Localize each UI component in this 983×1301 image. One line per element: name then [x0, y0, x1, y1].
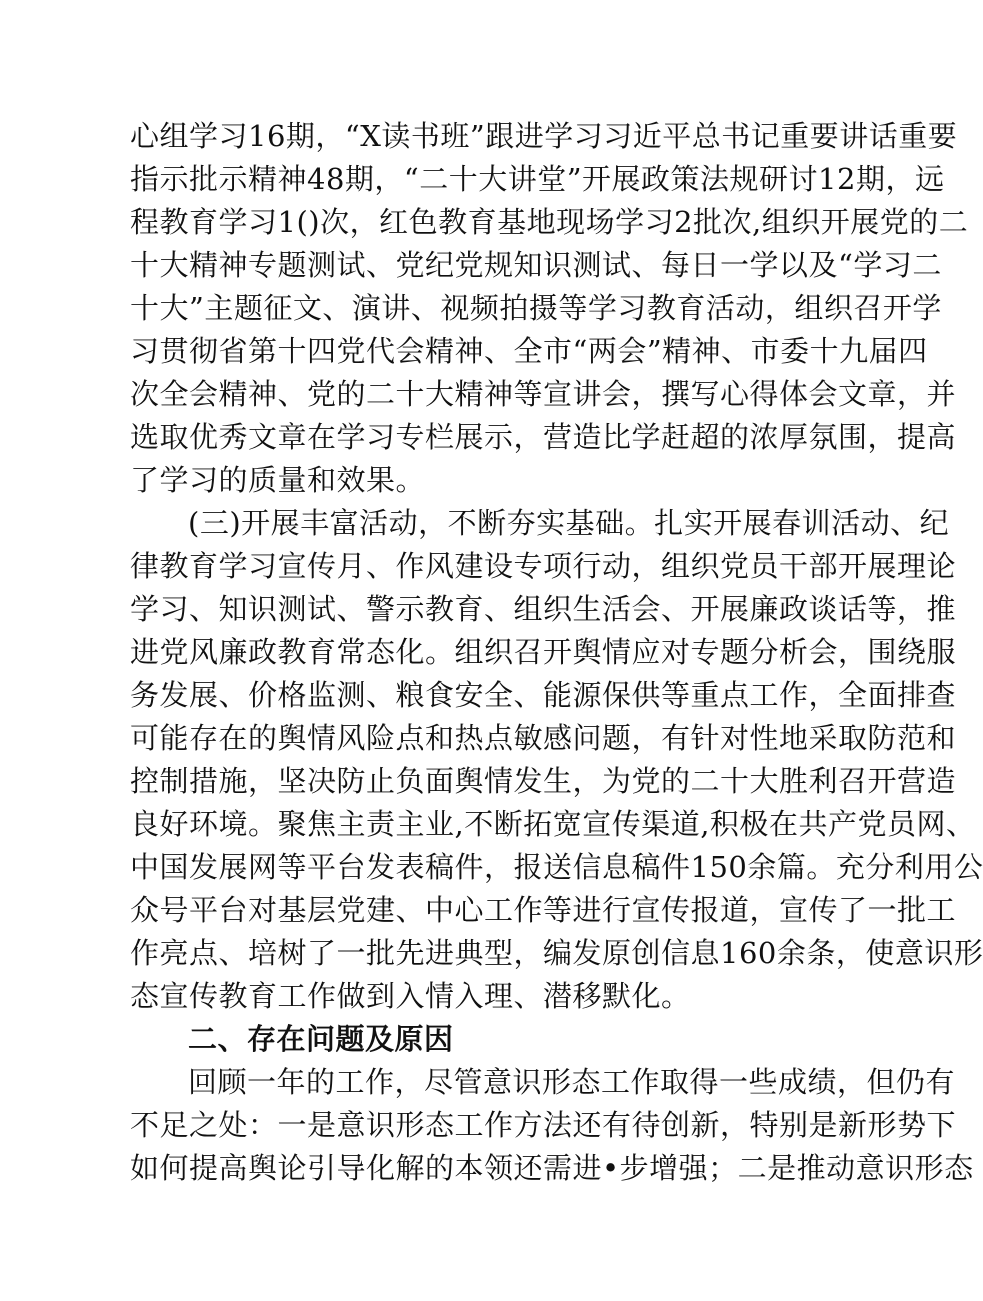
text-line: 态宣传教育工作做到入情入理、潜移默化。 — [130, 979, 691, 1013]
text-line: 作亮点、培树了一批先进典型，编发原创信息160余条，使意识形 — [130, 936, 983, 970]
text-line: 不足之处：一是意识形态工作方法还有待创新，特别是新形势下 — [130, 1108, 957, 1142]
text-line: 控制措施，坚决防止负面舆情发生，为党的二十大胜利召开营造 — [130, 764, 957, 798]
text-line: 十大精神专题测试、党纪党规知识测试、每日一学以及“学习二 — [130, 248, 942, 282]
text-line: 务发展、价格监测、粮食安全、能源保供等重点工作，全面排查 — [130, 678, 957, 712]
text-line: 指示批示精神48期，“二十大讲堂”开展政策法规研讨12期，远 — [130, 162, 945, 196]
text-line: 心组学习16期，“X读书班”跟进学习习近平总书记重要讲话重要 — [130, 119, 958, 153]
text-line: 中国发展网等平台发表稿件，报送信息稿件150余篇。充分利用公 — [130, 850, 983, 884]
text-line: 了学习的质量和效果。 — [130, 463, 426, 497]
text-line: 如何提高舆论引导化解的本领还需进•步增强；二是推动意识形态 — [130, 1151, 974, 1185]
text-line: 律教育学习宣传月、作风建设专项行动，组织党员干部开展理论 — [130, 549, 957, 583]
text-line: 十大”主题征文、演讲、视频拍摄等学习教育活动，组织召开学 — [130, 291, 942, 325]
text-line: (三)开展丰富活动，不断夯实基础。扎实开展春训活动、纪 — [188, 506, 950, 540]
paragraph-3 — [130, 1061, 974, 1190]
text-line: 学习、知识测试、警示教育、组织生活会、开展廉政谈话等，推 — [130, 592, 957, 626]
text-line: 选取优秀文章在学习专栏展示，营造比学赶超的浓厚氛围，提高 — [130, 420, 957, 454]
section-heading: 二、存在问题及原因 — [188, 1022, 454, 1056]
text-line: 习贯彻省第十四党代会精神、全市“两会”精神、市委十九届四 — [130, 334, 928, 368]
paragraph-1 — [130, 115, 969, 502]
text-line: 程教育学习1()次，红色教育基地现场学习2批次,组织开展党的二 — [130, 205, 969, 239]
text-line: 众号平台对基层党建、中心工作等进行宣传报道，宣传了一批工 — [130, 893, 957, 927]
text-line: 回顾一年的工作，尽管意识形态工作取得一些成绩，但仍有 — [188, 1065, 956, 1099]
text-line: 可能存在的舆情风险点和热点敏感问题，有针对性地采取防范和 — [130, 721, 957, 755]
text-line: 良好环境。聚焦主责主业,不断拓宽宣传渠道,积极在共产党员网、 — [130, 807, 976, 841]
document-body — [130, 115, 983, 1190]
text-line: 进党风廉政教育常态化。组织召开舆情应对专题分析会，围绕服 — [130, 635, 957, 669]
text-line: 次全会精神、党的二十大精神等宣讲会，撰写心得体会文章，并 — [130, 377, 957, 411]
paragraph-2 — [130, 502, 983, 1018]
